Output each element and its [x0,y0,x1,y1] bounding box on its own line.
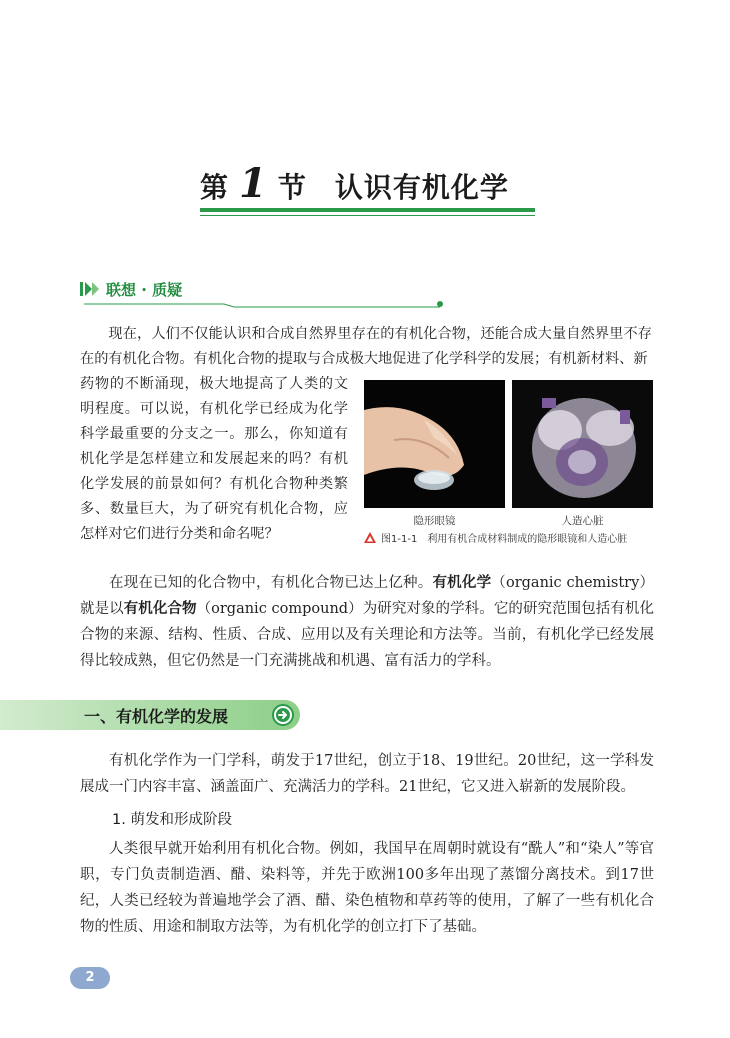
figure-caption-text: 利用有机合成材料制成的隐形眼镜和人造心脏 [427,534,628,545]
artificial-heart-photo [512,380,653,508]
section-number: 1 [239,160,268,207]
definition-paragraph [80,570,654,674]
term-organic-chemistry: 有机化学 [432,574,492,591]
intro-paragraph-1: 现在，人们不仅能认识和合成自然界里存在的有机化合物，还能合成大量自然界里不存在的有机化合物。有机化合物的提取与合成极大地促进了化学科学的发展；有机新材料、新 [80,326,652,367]
page-number: 2 [70,967,110,989]
double-arrow-icon [80,280,102,298]
subsection-title: 一、有机化学的发展 [84,707,229,726]
definition-text-1: 在现在已知的化合物中，有机化合物已达上亿种。 [109,575,433,591]
contact-lens-photo [364,380,505,508]
definition-text-3: （organic compound）为研究对象的学科。它的研究范围包括有机化合物的来源、结构、性质、合成、应用以及有关理论和方法等。当前，有机化学已经发展得比较成熟，但它仍然是一门充满挑战和机遇、富有活力的学科。 [80,601,655,669]
subsection-paragraph: 有机化学作为一门学科，萌发于17世纪，创立于18、19世纪。20世纪，这一学科发展成一门内容丰富、涵盖面广、充满活力的学科。21世纪，它又进入崭新的发展阶段。 [80,753,654,795]
section-heading: 认识有机化学 [334,171,509,204]
think-header [80,278,182,300]
intro-paragraph-2: 药物的不断涌现，极大地提高了人类的文明程度。可以说，有机化学已经成为化学科学最重要的分支之一。那么，你知道有机化学是怎样建立和发展起来的吗？有机化学发展的前景如何？有机化合物种类繁多、数量巨大，为了研究有机化合物，应怎样对它们进行分类和命名呢？ [80,376,348,542]
section-suffix: 节 [277,171,307,204]
think-underline [84,300,444,308]
figure-number: 图1-1-1 [381,534,418,545]
triangle-marker-icon [364,532,376,543]
contact-lens-label: 隐形眼镜 [413,515,456,527]
title-rule-thin [200,215,535,216]
figure-caption [364,530,664,545]
stage-paragraph: 人类很早就开始利用有机化合物。例如，我国早在周朝时就设有“酰人”和“染人”等官职，专门负责制造酒、醋、染料等，并先于欧洲100多年出现了蒸馏分离技术。到17世纪，人类已经较为普遍地学会了酒、醋、染色植物和草药等的使用，了解了一些有机化合物的性质、用途和制取方法等，为有机化学的创立打下了基础。 [80,841,654,935]
artificial-heart-label: 人造心脏 [561,515,604,527]
stage-heading: 1. 萌发和形成阶段 [112,812,232,828]
definition-text-2: （organic chemistry）就是以 [80,575,655,617]
think-label: 联想 · 质疑 [106,280,183,299]
term-organic-compound: 有机化合物 [123,600,197,617]
circle-arrow-right-icon [272,704,294,726]
title-rule-thick [200,208,535,212]
section-prefix: 第 [200,171,230,204]
section-title [200,160,535,207]
